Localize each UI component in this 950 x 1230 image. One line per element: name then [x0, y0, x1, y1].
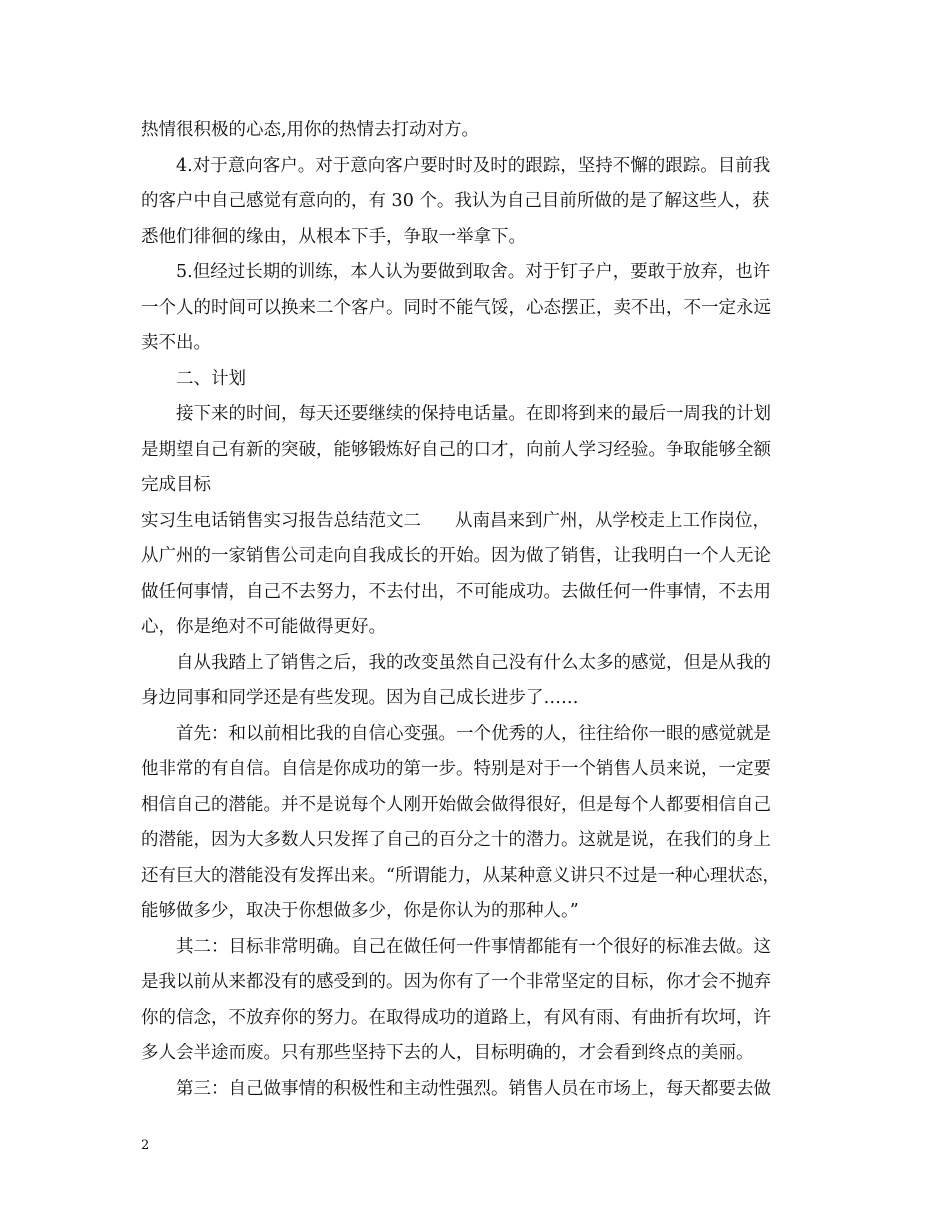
text-line: 心，你是绝对不可能做得更好。 [141, 617, 386, 637]
text-line: 的潜能，因为大多数人只发挥了自己的百分之十的潜力。这就是说，在我们的身上 [141, 830, 771, 850]
text-line: 5.但经过长期的训练，本人认为要做到取舍。对于钉子户，要敢于放弃，也许 [176, 262, 771, 282]
text-fragment: 从南昌来到广州，从学校走上工作岗位， [455, 510, 770, 531]
text-line: 接下来的时间，每天还要继续的保持电话量。在即将到来的最后一周我的计划 [176, 404, 771, 424]
text-line: 卖不出。 [141, 333, 211, 353]
article-title: 实习生电话销售实习报告总结范文二 [141, 510, 421, 531]
text-line: 能够做多少，取决于你想做多少，你是你认为的那种人。” [141, 901, 579, 921]
text-line-with-title [141, 504, 823, 540]
text-line: 是期望自己有新的突破，能够锻炼好自己的口才，向前人学习经验。争取能够全额 [141, 439, 771, 460]
text-line: 热情很积极的心态,用你的热情去打动对方。 [141, 120, 480, 140]
text-line: 第三：自己做事情的积极性和主动性强烈。销售人员在市场上，每天都要去做 [176, 1078, 771, 1099]
text-line: 他非常的有自信。自信是你成功的第一步。特别是对于一个销售人员来说，一定要 [141, 759, 771, 779]
text-line: 完成目标 [141, 475, 211, 495]
text-line: 身边同事和同学还是有些发现。因为自己成长进步了…… [141, 688, 579, 708]
text-line: 还有巨大的潜能没有发挥出来。“所谓能力，从某种意义讲只不过是一种心理状态， [141, 865, 780, 886]
text-line: 是我以前从来都没有的感受到的。因为你有了一个非常坚定的目标，你才会不抛弃 [141, 972, 771, 992]
text-line: 多人会半途而废。只有那些坚持下去的人，目标明确的，才会看到终点的美丽。 [141, 1043, 754, 1063]
text-line: 悉他们徘徊的缘由，从根本下手，争取一举拿下。 [141, 226, 526, 247]
text-line: 的客户中自己感觉有意向的，有 30 个。我认为自己目前所做的是了解这些人，获 [141, 191, 770, 211]
page-number: 2 [141, 1138, 150, 1153]
text-line: 做任何事情，自己不去努力，不去付出，不可能成功。去做任何一件事情，不去用 [141, 581, 771, 602]
text-line: 4.对于意向客户。对于意向客户要时时及时的跟踪，坚持不懈的跟踪。目前我 [176, 155, 771, 176]
text-line: 一个人的时间可以换来二个客户。同时不能气馁，心态摆正，卖不出，不一定永远 [141, 297, 771, 318]
text-line: 其二：目标非常明确。自己在做任何一件事情都能有一个很好的标准去做。这 [176, 936, 771, 957]
text-line: 你的信念，不放弃你的努力。在取得成功的道路上，有风有雨、有曲折有坎坷，许 [141, 1007, 771, 1028]
section-heading: 二、计划 [176, 368, 246, 389]
text-line: 自从我踏上了销售之后，我的改变虽然自己没有什么太多的感觉，但是从我的 [176, 652, 771, 673]
text-line: 从广州的一家销售公司走向自我成长的开始。因为做了销售，让我明白一个人无论 [141, 546, 771, 566]
body-text [141, 113, 823, 1107]
text-line: 相信自己的潜能。并不是说每个人刚开始做会做得很好，但是每个人都要相信自己 [141, 794, 771, 815]
text-line: 首先：和以前相比我的自信心变强。一个优秀的人，往往给你一眼的感觉就是 [176, 723, 771, 744]
